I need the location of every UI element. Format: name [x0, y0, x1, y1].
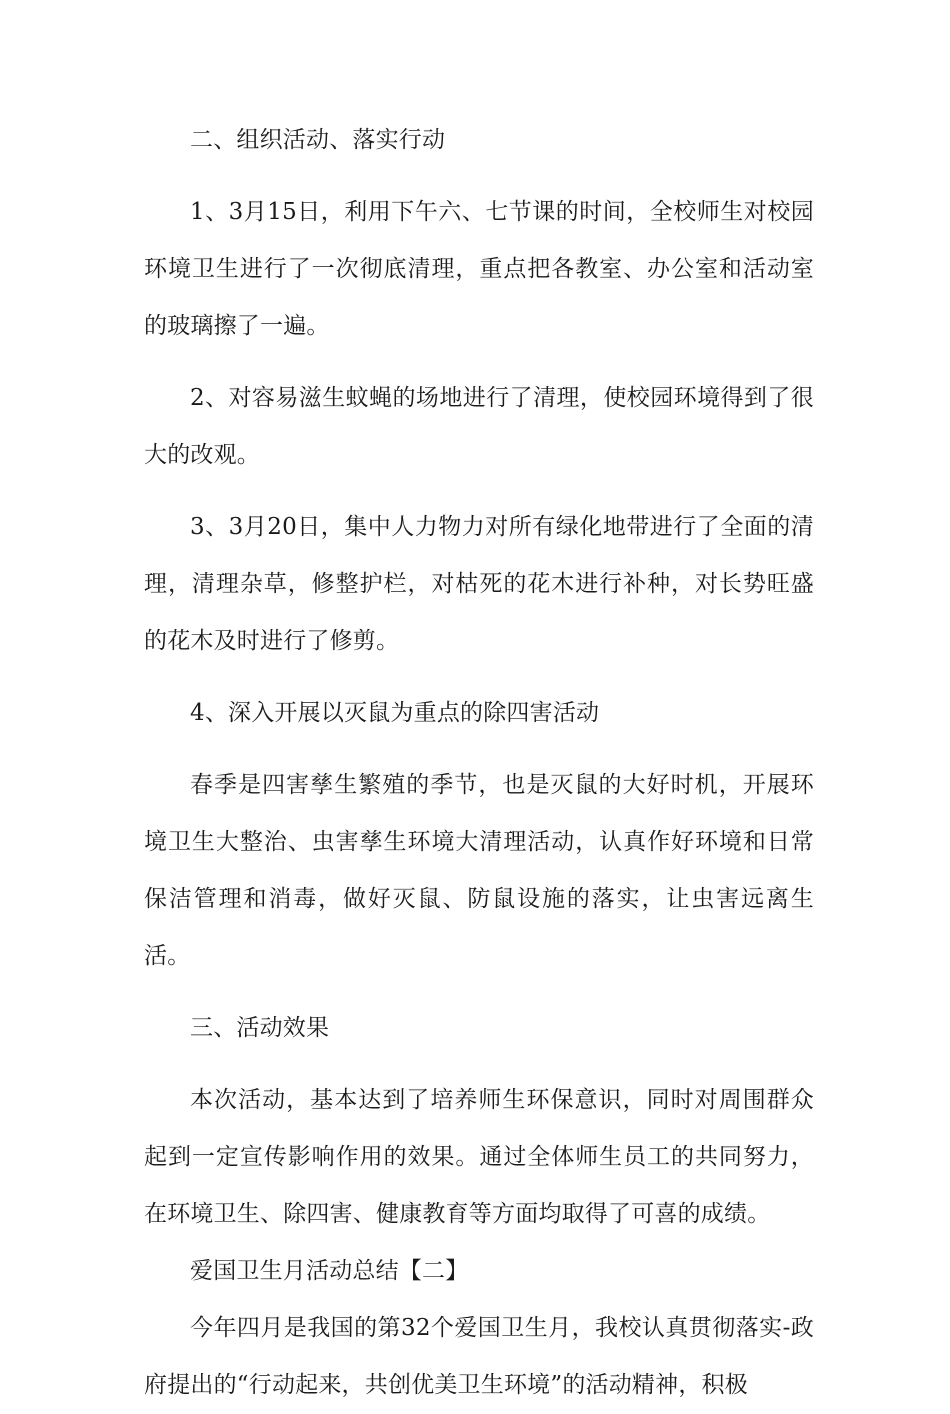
paragraph-spring: 春季是四害孳生繁殖的季节，也是灭鼠的大好时机，开展环境卫生大整治、虫害孳生环境大清理活动，认真作好环境和日常保洁管理和消毒，做好灭鼠、防鼠设施的落实，让虫害远离生活。 [144, 772, 814, 969]
paragraph-april: 今年四月是我国的第32个爱国卫生月，我校认真贯彻落实-政府提出的“行动起来，共创优美卫生环境”的活动精神，积极 [144, 1315, 814, 1398]
paragraph-item-3: 3、3月20日，集中人力物力对所有绿化地带进行了全面的清理，清理杂草，修整护栏，对枯死的花木进行补种，对长势旺盛的花木及时进行了修剪。 [144, 514, 814, 654]
subtitle-summary-two: 爱国卫生月活动总结【二】 [190, 1258, 469, 1284]
paragraph-effect: 本次活动，基本达到了培养师生环保意识，同时对周围群众起到一定宣传影响作用的效果。通过全体师生员工的共同努力，在环境卫生、除四害、健康教育等方面均取得了可喜的成绩。 [144, 1087, 814, 1227]
document-page [144, 112, 814, 1414]
section-heading-effect: 三、活动效果 [190, 1015, 330, 1041]
paragraph-item-2: 2、对容易滋生蚊蝇的场地进行了清理，使校园环境得到了很大的改观。 [144, 385, 814, 468]
paragraph-item-4: 4、深入开展以灭鼠为重点的除四害活动 [190, 700, 600, 726]
paragraph-item-1: 1、3月15日，利用下午六、七节课的时间，全校师生对校园环境卫生进行了一次彻底清理，重点把各教室、办公室和活动室的玻璃擦了一遍。 [144, 199, 814, 339]
section-heading-organize: 二、组织活动、落实行动 [190, 127, 446, 153]
